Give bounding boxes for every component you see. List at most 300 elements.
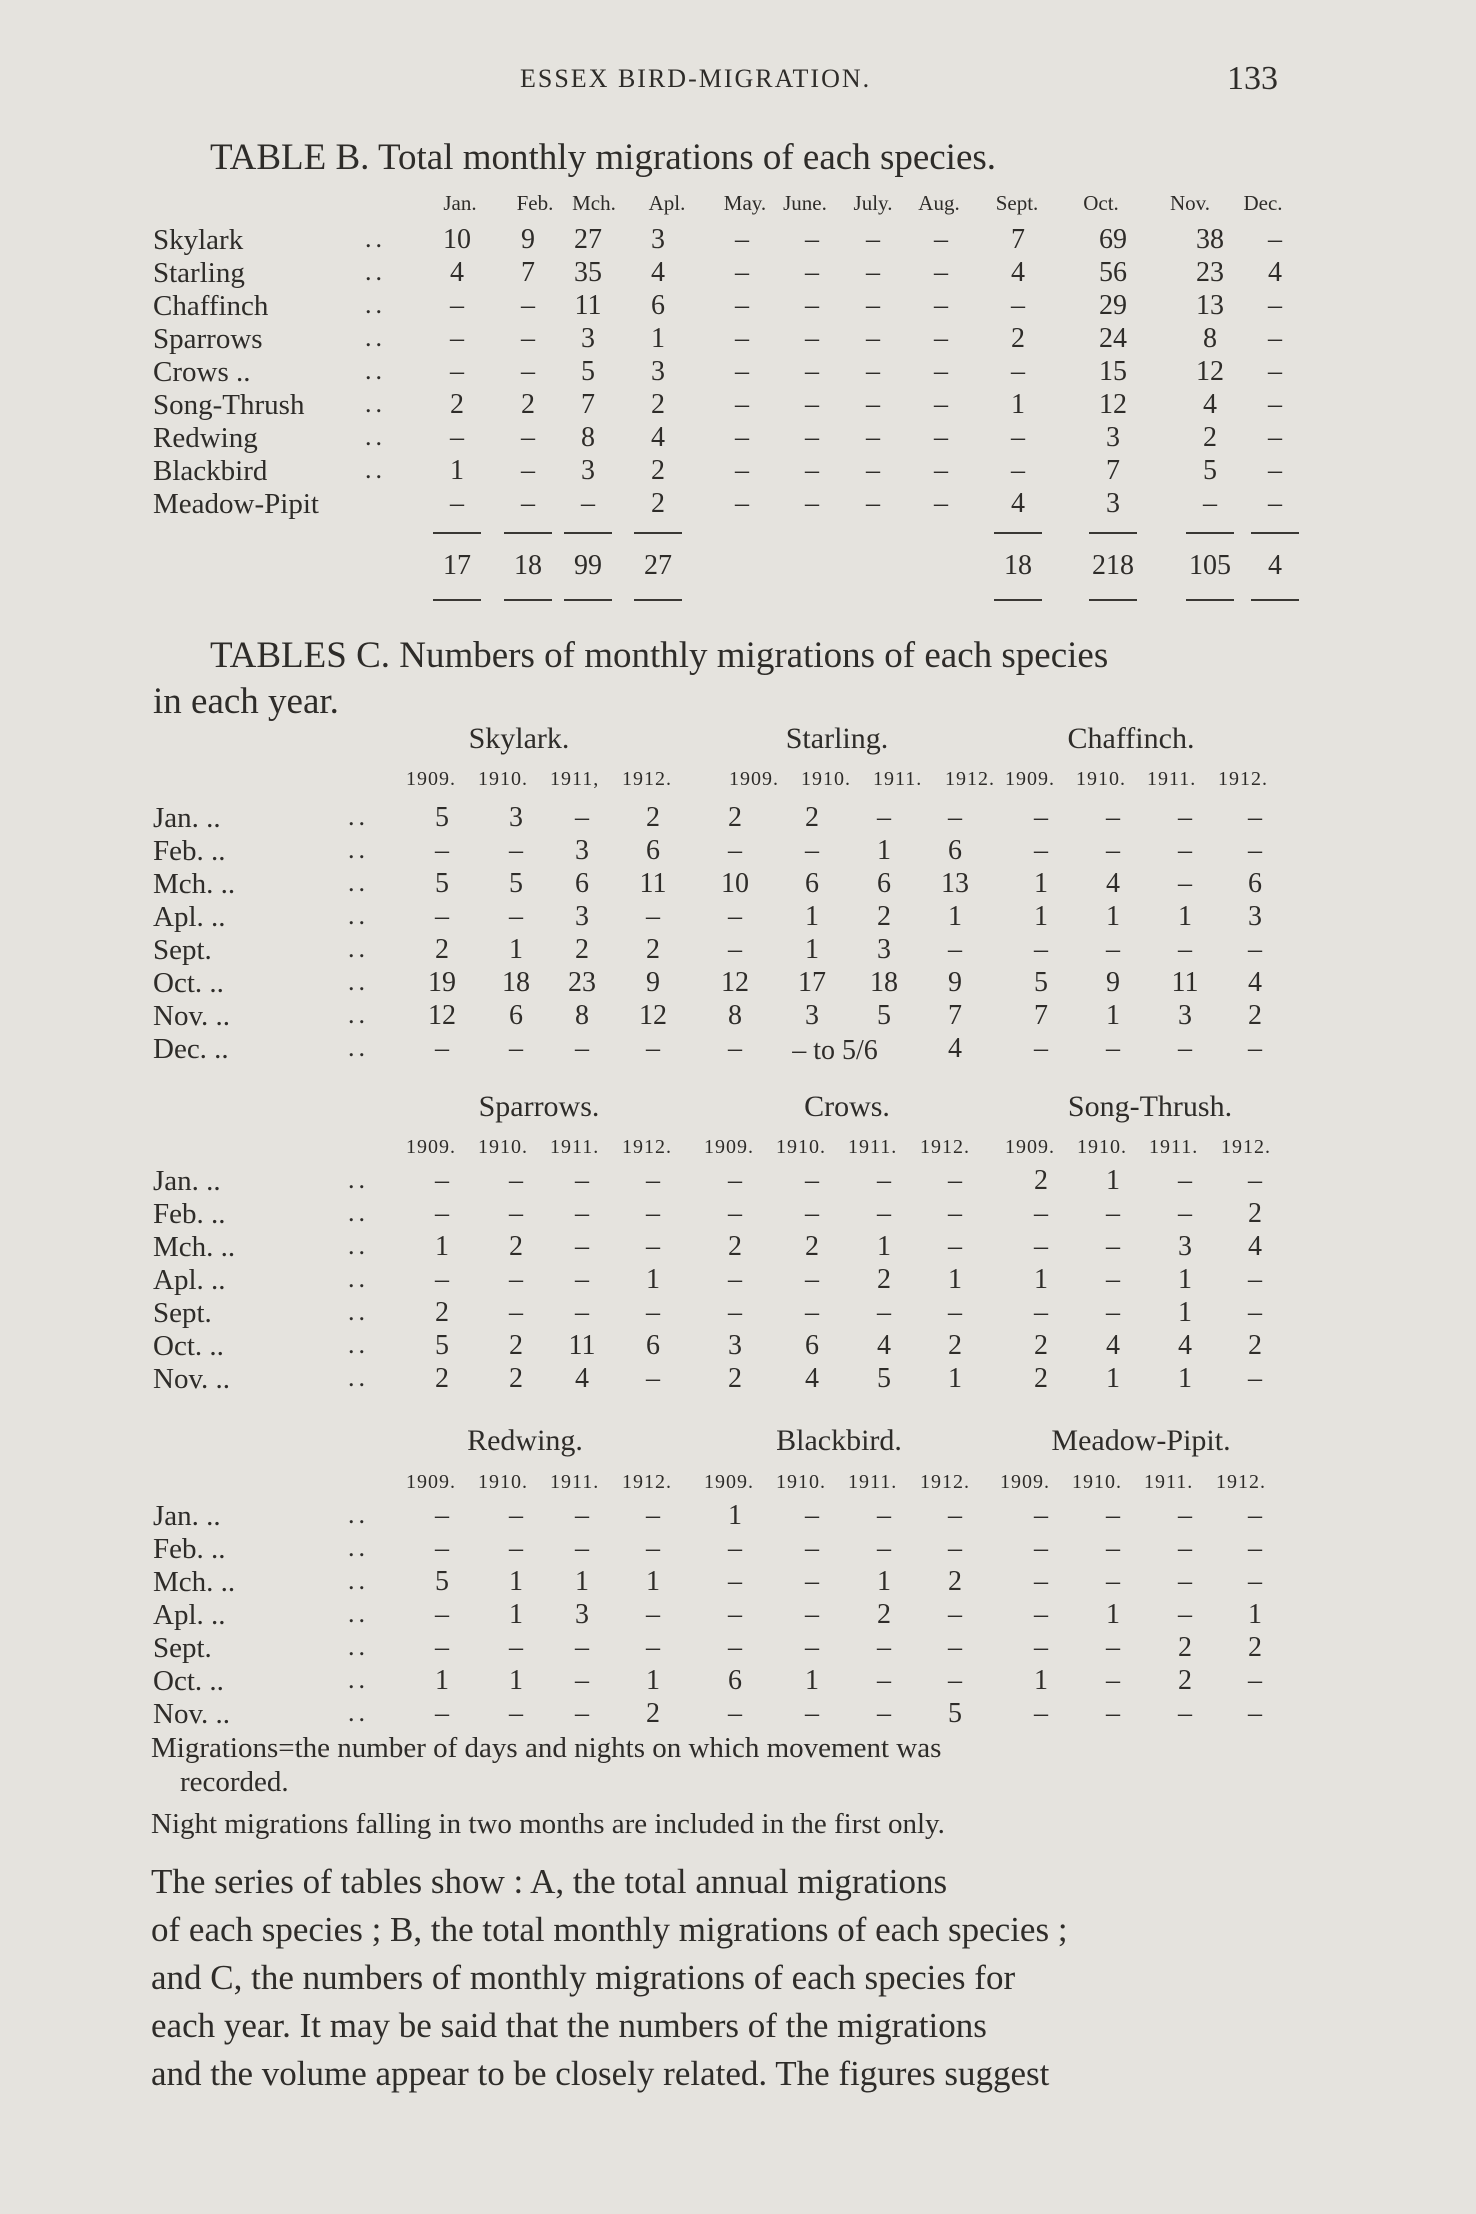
table-cell: 9: [521, 224, 535, 255]
table-cell: 3: [1106, 422, 1120, 453]
table-cell: 1: [1106, 1599, 1120, 1630]
total-cell: 27: [644, 550, 672, 581]
year-header: 1910.: [801, 768, 851, 790]
table-cell: 11: [568, 1330, 596, 1361]
species-heading: Crows.: [804, 1090, 890, 1123]
dec-starling-note: – to 5/6: [792, 1035, 878, 1066]
table-cell: –: [1268, 488, 1282, 519]
table-cell: 1: [575, 1566, 589, 1597]
table-cell: 1: [509, 934, 523, 965]
table-cell: –: [735, 389, 749, 420]
total-rule: [1251, 532, 1299, 534]
table-cell: –: [450, 323, 464, 354]
table-cell: 6: [509, 1000, 523, 1031]
table-cell: –: [805, 1632, 819, 1663]
leader-dots: ..: [348, 1330, 369, 1359]
table-cell: 2: [728, 1363, 742, 1394]
year-header: 1911,: [550, 768, 600, 790]
leader-dots: ..: [348, 901, 369, 930]
table-cell: –: [877, 1165, 891, 1196]
table-cell: 2: [509, 1231, 523, 1262]
table-cell: 5: [1034, 967, 1048, 998]
month-header: June.: [783, 191, 827, 215]
table-cell: 6: [805, 868, 819, 899]
year-header: 1912.: [1216, 1471, 1266, 1493]
table-cell: 7: [581, 389, 595, 420]
month-header: Oct.: [1083, 191, 1119, 215]
table-cell: –: [866, 389, 880, 420]
table-cell: –: [877, 1632, 891, 1663]
table-cell: –: [509, 1533, 523, 1564]
table-cell: –: [948, 1500, 962, 1531]
month-label: Oct. ..: [153, 967, 224, 999]
table-cell: 1: [1178, 1297, 1192, 1328]
leader-dots: ..: [365, 389, 386, 418]
year-header: 1910.: [1077, 1136, 1127, 1158]
table-cell: –: [805, 323, 819, 354]
table-cell: –: [728, 1698, 742, 1729]
table-cell: –: [728, 1566, 742, 1597]
table-cell: –: [1248, 1033, 1262, 1064]
table-cell: 1: [948, 1363, 962, 1394]
table-cell: –: [450, 356, 464, 387]
month-header: Aug.: [918, 191, 960, 215]
table-cell: –: [1268, 323, 1282, 354]
table-cell: 4: [1268, 257, 1282, 288]
table-cell: 5: [581, 356, 595, 387]
table-cell: –: [435, 901, 449, 932]
table-cell: 2: [1203, 422, 1217, 453]
table-cell: –: [1268, 356, 1282, 387]
table-cell: 2: [1178, 1665, 1192, 1696]
table-cell: 1: [1011, 389, 1025, 420]
table-cell: –: [1011, 422, 1025, 453]
month-header: Feb.: [516, 191, 554, 215]
table-cell: –: [866, 356, 880, 387]
table-cell: 38: [1196, 224, 1224, 255]
table-cell: –: [948, 1165, 962, 1196]
table-cell: 11: [639, 868, 667, 899]
page-number: 133: [1227, 60, 1278, 97]
table-cell: 1: [1034, 901, 1048, 932]
note-night-migrations: Night migrations falling in two months are included in the first only.: [151, 1808, 945, 1840]
table-cell: 7: [1106, 455, 1120, 486]
table-cell: 1: [1106, 1165, 1120, 1196]
leader-dots: ..: [348, 1264, 369, 1293]
leader-dots: ..: [348, 1231, 369, 1260]
year-header: 1910.: [478, 768, 528, 790]
table-cell: –: [1248, 1264, 1262, 1295]
table-cell: –: [1106, 802, 1120, 833]
table-cell: –: [435, 1198, 449, 1229]
table-cell: –: [435, 1698, 449, 1729]
table-cell: –: [948, 802, 962, 833]
table-cell: 1: [948, 901, 962, 932]
table-cell: 2: [651, 488, 665, 519]
table-cell: –: [934, 323, 948, 354]
table-cell: 12: [1099, 389, 1127, 420]
table-cell: –: [805, 1566, 819, 1597]
table-cell: 3: [575, 901, 589, 932]
table-cell: –: [1178, 1165, 1192, 1196]
year-header: 1911.: [1147, 768, 1197, 790]
table-cell: 4: [1248, 1231, 1262, 1262]
table-cell: –: [509, 1632, 523, 1663]
table-cell: –: [948, 1231, 962, 1262]
total-rule: [634, 532, 682, 534]
leader-dots: ..: [348, 1297, 369, 1326]
table-cell: –: [728, 1533, 742, 1564]
table-cell: 1: [450, 455, 464, 486]
table-cell: 24: [1099, 323, 1127, 354]
month-header: May.: [723, 191, 767, 215]
table-cell: –: [1106, 1632, 1120, 1663]
table-cell: 3: [509, 802, 523, 833]
month-header: July.: [853, 191, 893, 215]
table-cell: 4: [948, 1033, 962, 1064]
table-cell: –: [1178, 1500, 1192, 1531]
table-cell: 2: [435, 1363, 449, 1394]
month-label: Feb. ..: [153, 1533, 226, 1565]
table-cell: –: [1268, 224, 1282, 255]
table-cell: –: [575, 1665, 589, 1696]
table-cell: –: [1178, 1198, 1192, 1229]
table-cell: 3: [581, 323, 595, 354]
table-cell: –: [575, 1231, 589, 1262]
table-cell: –: [509, 1698, 523, 1729]
table-cell: 2: [1011, 323, 1025, 354]
table-cell: –: [948, 1632, 962, 1663]
year-header: 1912.: [945, 768, 995, 790]
table-cell: 5: [877, 1000, 891, 1031]
table-cell: –: [1106, 1533, 1120, 1564]
table-cell: 3: [575, 835, 589, 866]
table-cell: 1: [1178, 1264, 1192, 1295]
table-cell: 1: [646, 1264, 660, 1295]
table-cell: –: [1034, 1599, 1048, 1630]
table-cell: –: [805, 835, 819, 866]
table-cell: –: [805, 488, 819, 519]
leader-dots: ..: [348, 1698, 369, 1727]
table-cell: 4: [651, 257, 665, 288]
table-cell: –: [646, 1632, 660, 1663]
leader-dots: ..: [348, 1500, 369, 1529]
table-cell: –: [1248, 1500, 1262, 1531]
table-cell: –: [934, 257, 948, 288]
table-cell: 2: [948, 1566, 962, 1597]
table-cell: –: [805, 1297, 819, 1328]
leader-dots: ..: [348, 1665, 369, 1694]
table-cell: 19: [428, 967, 456, 998]
table-cell: 1: [877, 1231, 891, 1262]
table-cell: 1: [877, 1566, 891, 1597]
table-cell: –: [1178, 1533, 1192, 1564]
table-cell: –: [1106, 1297, 1120, 1328]
table-cell: –: [805, 1533, 819, 1564]
year-header: 1911.: [873, 768, 923, 790]
table-cell: 1: [509, 1599, 523, 1630]
total-rule: [994, 599, 1042, 601]
table-cell: –: [1034, 934, 1048, 965]
table-cell: 6: [877, 868, 891, 899]
table-cell: 6: [646, 1330, 660, 1361]
table-cell: 12: [639, 1000, 667, 1031]
table-cell: –: [1011, 356, 1025, 387]
table-cell: –: [1034, 1231, 1048, 1262]
table-cell: 1: [805, 1665, 819, 1696]
table-cell: –: [1248, 1363, 1262, 1394]
species-label: Starling: [153, 257, 245, 289]
table-cell: 1: [805, 934, 819, 965]
table-cell: –: [509, 1165, 523, 1196]
table-cell: 1: [1034, 1665, 1048, 1696]
species-label: Meadow-Pipit: [153, 488, 319, 520]
paragraph-line: The series of tables show : A, the total annual migrations: [151, 1862, 948, 1901]
table-cell: 9: [948, 967, 962, 998]
total-rule: [504, 599, 552, 601]
table-cell: 13: [1196, 290, 1224, 321]
total-cell: 4: [1268, 550, 1282, 581]
species-label: Skylark: [153, 224, 244, 256]
table-cell: 8: [1203, 323, 1217, 354]
table-cell: –: [1248, 1533, 1262, 1564]
table-cell: –: [509, 901, 523, 932]
year-header: 1909.: [406, 1136, 456, 1158]
table-cell: –: [948, 1533, 962, 1564]
table-cell: –: [646, 1198, 660, 1229]
table-cell: 5: [435, 868, 449, 899]
year-header: 1910.: [478, 1471, 528, 1493]
year-header: 1911.: [1149, 1136, 1199, 1158]
table-cell: 6: [1248, 868, 1262, 899]
month-label: Mch. ..: [153, 1231, 236, 1263]
table-cell: 2: [435, 1297, 449, 1328]
table-cell: 1: [1034, 868, 1048, 899]
table-cell: 1: [509, 1566, 523, 1597]
table-cell: –: [575, 1165, 589, 1196]
total-cell: 18: [514, 550, 542, 581]
paragraph-line: and C, the numbers of monthly migrations of each species for: [151, 1958, 1016, 1997]
table-cell: –: [1034, 1500, 1048, 1531]
table-cell: –: [1106, 1231, 1120, 1262]
table-cell: –: [435, 1500, 449, 1531]
table-cell: 6: [575, 868, 589, 899]
table-cell: –: [805, 1165, 819, 1196]
table-cell: 4: [1011, 488, 1025, 519]
table-cell: 2: [521, 389, 535, 420]
leader-dots: ..: [348, 1632, 369, 1661]
table-cell: 3: [651, 356, 665, 387]
month-label: Mch. ..: [153, 868, 236, 900]
table-cell: 13: [941, 868, 969, 899]
table-cell: 1: [651, 323, 665, 354]
table-cell: –: [646, 1500, 660, 1531]
year-header: 1909.: [406, 1471, 456, 1493]
table-cell: 3: [728, 1330, 742, 1361]
table-cell: –: [521, 455, 535, 486]
table-cell: –: [1034, 835, 1048, 866]
total-rule: [994, 532, 1042, 534]
year-header: 1910.: [478, 1136, 528, 1158]
total-rule: [1186, 599, 1234, 601]
table-cell: –: [521, 356, 535, 387]
year-header: 1912.: [622, 1471, 672, 1493]
table-cell: 1: [435, 1665, 449, 1696]
table-cell: –: [1178, 835, 1192, 866]
table-cell: 7: [948, 1000, 962, 1031]
table-cell: 5: [1203, 455, 1217, 486]
table-cell: 3: [1248, 901, 1262, 932]
table-cell: –: [581, 488, 595, 519]
table-cell: –: [735, 257, 749, 288]
table-cell: 2: [1248, 1632, 1262, 1663]
table-cell: –: [1248, 934, 1262, 965]
table-cell: –: [805, 1198, 819, 1229]
table-cell: 3: [877, 934, 891, 965]
table-cell: –: [1268, 290, 1282, 321]
table-cell: 1: [1248, 1599, 1262, 1630]
table-cell: 4: [1011, 257, 1025, 288]
table-cell: –: [575, 1632, 589, 1663]
paragraph-line: each year. It may be said that the numbers of the migrations: [151, 2006, 987, 2045]
month-label: Nov. ..: [153, 1363, 231, 1395]
table-cell: 4: [651, 422, 665, 453]
table-cell: 5: [948, 1698, 962, 1729]
table-cell: –: [735, 455, 749, 486]
table-cell: 3: [651, 224, 665, 255]
table-cell: –: [646, 1533, 660, 1564]
table-cell: –: [646, 1363, 660, 1394]
table-cell: –: [435, 1165, 449, 1196]
year-header: 1911.: [1144, 1471, 1194, 1493]
table-cell: –: [435, 1632, 449, 1663]
total-rule: [433, 532, 481, 534]
table-cell: –: [1248, 1165, 1262, 1196]
table-cell: –: [1248, 1698, 1262, 1729]
table-cell: –: [735, 290, 749, 321]
table-cell: –: [1011, 290, 1025, 321]
month-label: Dec. ..: [153, 1033, 229, 1065]
table-cell: 1: [805, 901, 819, 932]
table-cell: –: [1268, 422, 1282, 453]
table-cell: 15: [1099, 356, 1127, 387]
table-cell: –: [435, 835, 449, 866]
leader-dots: ..: [365, 356, 386, 385]
table-cell: –: [877, 1698, 891, 1729]
leader-dots: ..: [365, 257, 386, 286]
table-cell: 2: [646, 802, 660, 833]
month-label: Oct. ..: [153, 1665, 224, 1697]
table-cell: 5: [435, 1330, 449, 1361]
table-cell: –: [1178, 1033, 1192, 1064]
month-label: Nov. ..: [153, 1000, 231, 1032]
table-cell: –: [509, 1500, 523, 1531]
table-cell: 3: [1106, 488, 1120, 519]
table-cell: –: [575, 1198, 589, 1229]
year-header: 1910.: [776, 1471, 826, 1493]
table-cell: –: [521, 323, 535, 354]
table-cell: 5: [509, 868, 523, 899]
table-cell: –: [435, 1033, 449, 1064]
species-heading: Chaffinch.: [1067, 722, 1195, 755]
table-cell: 7: [521, 257, 535, 288]
table-cell: 5: [435, 802, 449, 833]
table-cell: –: [948, 1297, 962, 1328]
table-cell: –: [575, 1033, 589, 1064]
table-cell: –: [1106, 1665, 1120, 1696]
table-cell: –: [646, 1231, 660, 1262]
year-header: 1912.: [1218, 768, 1268, 790]
table-cell: 2: [877, 1264, 891, 1295]
table-cell: –: [728, 1033, 742, 1064]
species-label: Sparrows: [153, 323, 263, 355]
table-cell: 10: [443, 224, 471, 255]
table-cell: –: [1034, 1033, 1048, 1064]
table-cell: 1: [646, 1566, 660, 1597]
month-label: Mch. ..: [153, 1566, 236, 1598]
table-cell: 4: [877, 1330, 891, 1361]
month-label: Sept.: [153, 1297, 212, 1329]
table-cell: 4: [1106, 868, 1120, 899]
table-cell: –: [805, 224, 819, 255]
table-cell: –: [1034, 1198, 1048, 1229]
table-cell: 4: [1178, 1330, 1192, 1361]
year-header: 1912.: [1221, 1136, 1271, 1158]
table-cell: –: [1178, 1599, 1192, 1630]
table-cell: –: [934, 224, 948, 255]
total-rule: [1251, 599, 1299, 601]
month-label: Apl. ..: [153, 1599, 226, 1631]
table-cell: 1: [435, 1231, 449, 1262]
table-cell: 3: [581, 455, 595, 486]
leader-dots: ..: [348, 1033, 369, 1062]
total-rule: [504, 532, 552, 534]
total-cell: 18: [1004, 550, 1032, 581]
table-cell: 2: [1248, 1198, 1262, 1229]
table-cell: –: [575, 802, 589, 833]
table-cell: –: [509, 835, 523, 866]
table-cell: –: [735, 323, 749, 354]
total-cell: 99: [574, 550, 602, 581]
table-cell: 4: [1203, 389, 1217, 420]
table-cell: –: [805, 1599, 819, 1630]
table-cell: –: [866, 455, 880, 486]
table-cell: –: [1106, 934, 1120, 965]
species-label: Redwing: [153, 422, 258, 454]
month-label: Feb. ..: [153, 835, 226, 867]
table-cell: 2: [877, 901, 891, 932]
table-cell: –: [1106, 835, 1120, 866]
table-cell: –: [521, 422, 535, 453]
table-cell: –: [435, 1533, 449, 1564]
year-header: 1909.: [1005, 768, 1055, 790]
table-cell: –: [575, 1533, 589, 1564]
table-cell: –: [1106, 1264, 1120, 1295]
running-head-title: ESSEX BIRD-MIGRATION.: [520, 64, 872, 93]
table-cell: –: [521, 488, 535, 519]
table-cell: –: [728, 934, 742, 965]
table-cell: 2: [450, 389, 464, 420]
table-cell: 3: [1178, 1231, 1192, 1262]
table-cell: 2: [651, 455, 665, 486]
table-cell: 2: [651, 389, 665, 420]
table-cell: –: [866, 323, 880, 354]
table-cell: 4: [1248, 967, 1262, 998]
table-cell: 9: [646, 967, 660, 998]
table-cell: 2: [877, 1599, 891, 1630]
table-cell: 1: [948, 1264, 962, 1295]
table-cell: –: [575, 1698, 589, 1729]
